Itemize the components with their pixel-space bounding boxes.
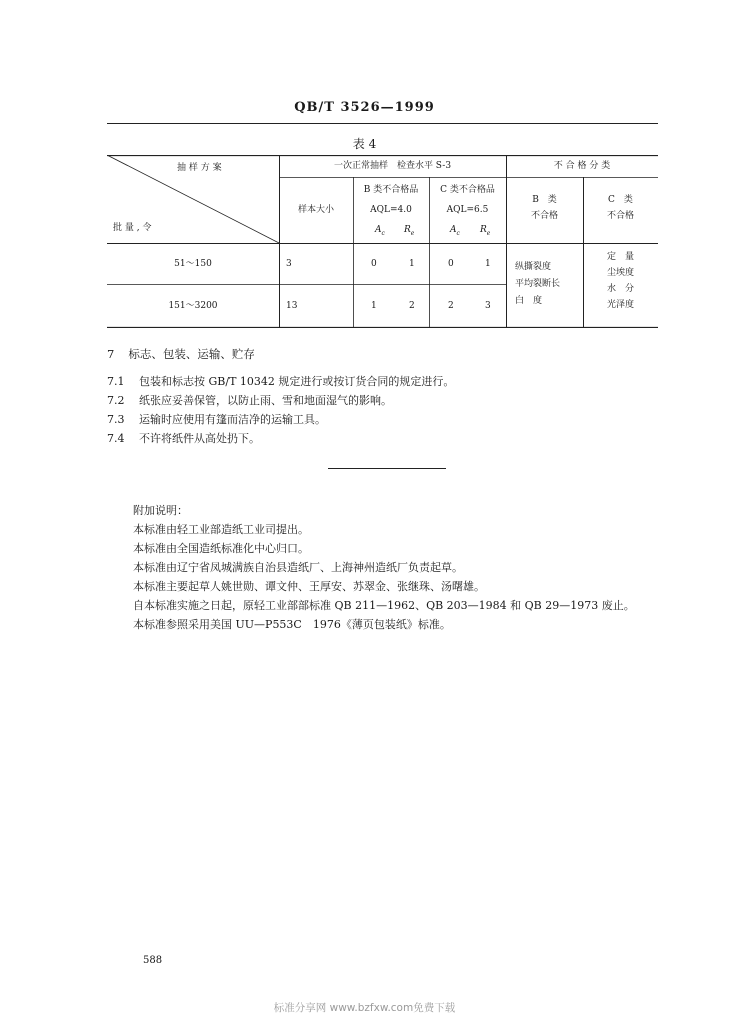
note-line: 本标准由辽宁省凤城满族自治县造纸厂、上海神州造纸厂负责起草。 (133, 561, 463, 574)
b-item: 纵撕裂度 (515, 262, 552, 272)
c-item: 定 量 (606, 252, 634, 262)
section-7-title (107, 346, 255, 362)
clause-text: 包装和标志按 GB/T 10342 规定进行或按订货合同的规定进行。 (139, 375, 455, 388)
footer-watermark: 标准分享网 www.bzfxw.com免费下载 (273, 1002, 456, 1014)
section-end-rule (328, 468, 446, 469)
standard-code-header: QB/T 3526—1999 (294, 100, 435, 115)
row-1-b-ac: 0 (371, 259, 377, 269)
header-rule (107, 123, 658, 124)
b-item: 平均裂断长 (515, 279, 561, 289)
additional-notes-heading: 附加说明： (133, 504, 188, 517)
row-1-b-re: 1 (409, 259, 415, 269)
b-group-aql: AQL=4.0 (370, 205, 412, 215)
table-caption: 表 4 (352, 137, 377, 151)
clause-text: 不许将纸件从高处扔下。 (139, 432, 260, 445)
diagonal-top-label: 抽 样 方 案 (177, 163, 222, 173)
b-class-sub: 不合格 (530, 211, 558, 221)
clause-7-1 (107, 373, 454, 389)
row-1-batch: 51～150 (174, 259, 212, 269)
row-2-sample: 13 (286, 301, 298, 311)
sampling-table (107, 155, 658, 328)
row-2-c-re: 3 (485, 301, 491, 311)
b-re-label: $R_e$ (404, 225, 415, 237)
c-class-label: C 类 (608, 195, 633, 205)
clause-number: 7.3 (107, 413, 125, 426)
sampling-plan-header: 一次正常抽样 检查水平 S-3 (333, 161, 452, 171)
row-2-c-ac: 2 (448, 301, 454, 311)
c-group-title: C 类不合格品 (440, 185, 495, 195)
c-item: 水 分 (606, 284, 634, 294)
b-class-label: B 类 (532, 195, 557, 205)
row-2-batch: 151～3200 (168, 301, 218, 311)
c-group-aql: AQL=6.5 (446, 205, 489, 215)
b-ac-label: $A_c$ (375, 225, 385, 237)
section-7-number: 7 (107, 347, 115, 361)
diagonal-bottom-label: 批 量 , 令 (113, 223, 152, 233)
page-number: 588 (143, 955, 163, 966)
row-2-b-re: 2 (409, 301, 415, 311)
clause-7-2 (107, 392, 392, 408)
b-item: 白 度 (515, 296, 543, 306)
clause-7-3 (107, 411, 326, 427)
row-2-b-ac: 1 (371, 301, 377, 311)
note-line: 本标准参照采用美国 UU—P553C 1976《薄页包装纸》标准。 (133, 618, 451, 631)
clause-number: 7.4 (107, 432, 125, 445)
note-line: 本标准主要起草人姚世勋、谭文仲、王厚安、苏翠金、张继珠、汤曙雄。 (133, 580, 485, 593)
clause-number: 7.2 (107, 394, 125, 407)
clause-text: 运输时应使用有篷而洁净的运输工具。 (139, 413, 326, 426)
row-1-c-re: 1 (485, 259, 491, 269)
clause-text: 纸张应妥善保管，以防止雨、雪和地面湿气的影响。 (139, 394, 392, 407)
note-line: 本标准由全国造纸标准化中心归口。 (133, 542, 309, 555)
note-line: 本标准由轻工业部造纸工业司提出。 (133, 523, 309, 536)
c-class-sub: 不合格 (606, 211, 634, 221)
section-7-heading: 标志、包装、运输、贮存 (128, 347, 255, 361)
sample-size-label: 样本大小 (297, 205, 334, 215)
row-1-c-ac: 0 (448, 259, 454, 269)
row-1-sample: 3 (286, 259, 292, 269)
clause-number: 7.1 (107, 375, 125, 388)
c-item: 光泽度 (606, 300, 634, 310)
nonconform-class-header: 不 合 格 分 类 (553, 161, 611, 171)
clause-7-4 (107, 430, 260, 446)
c-re-label: $R_e$ (480, 225, 491, 237)
c-item: 尘埃度 (606, 268, 634, 278)
note-line: 自本标准实施之日起，原轻工业部部标准 QB 211—1962、QB 203—1984 和 QB 29—1973 废止。 (133, 599, 635, 612)
c-ac-label: $A_c$ (450, 225, 460, 237)
b-group-title: B 类不合格品 (363, 185, 419, 195)
